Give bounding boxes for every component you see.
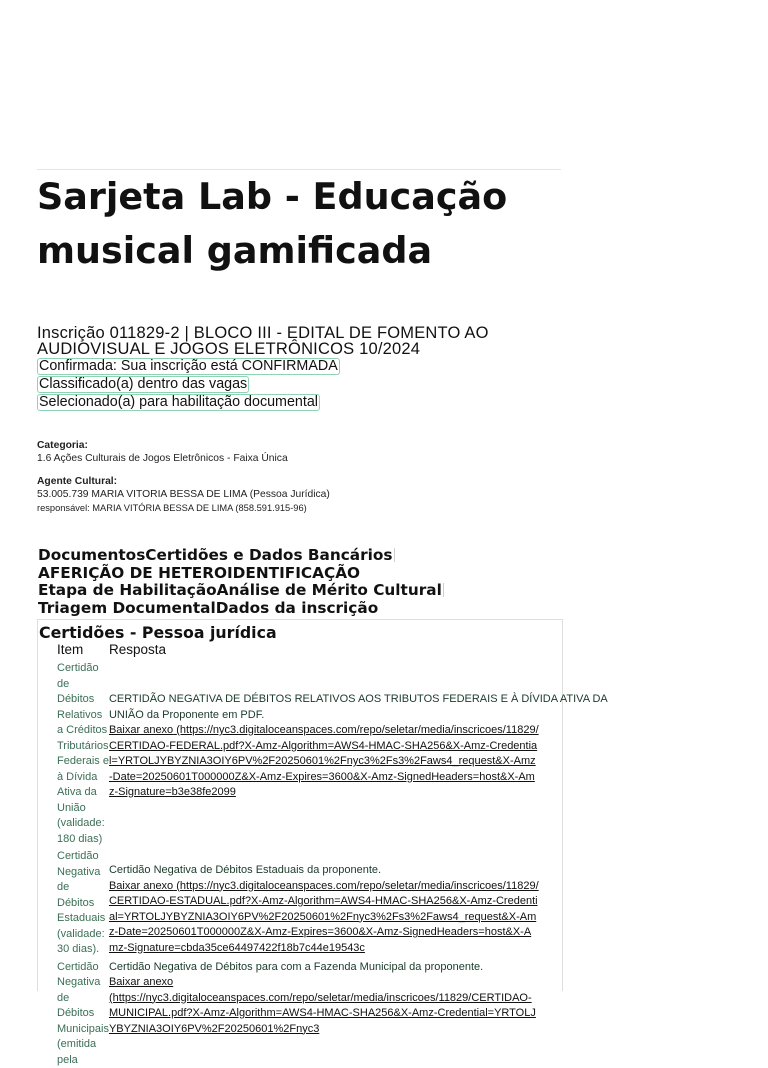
tab-divider: [443, 583, 444, 597]
section-title: Certidões - Pessoa jurídica: [39, 623, 277, 642]
registration-subtitle: Inscrição 011829-2 | BLOCO III - EDITAL DE FOMENTO AO AUDIOVISUAL E JOGOS ELETRÔNICOS 10/2024: [37, 325, 561, 357]
download-attachment-link[interactable]: Baixar anexo (https://nyc3.digitaloceanspaces.com/repo/seletar/media/inscricoes/11829/CERTIDAO-FEDERAL.pdf?X-Amz-Algorithm=AWS4-HMAC-SHA256&X-Amz-Credential=YRTOLJYBYZNIA3OIY6PV%2F20250601%2Fnyc3%2Fs3%2Faws4_request&X-Amz-Date=20250601T000000Z&X-Amz-Expires=3600&X-Amz-SignedHeaders=host&X-Amz-Signature=b3e38fe2099: [109, 724, 539, 798]
category-value: 1.6 Ações Culturais de Jogos Eletrônicos - Faixa Única: [37, 452, 561, 466]
status-badges: [37, 358, 340, 412]
response-text: Certidão Negativa de Débitos Estaduais da proponente.: [109, 863, 629, 879]
agent-value: 53.005.739 MARIA VITORIA BESSA DE LIMA (Pessoa Jurídica): [37, 488, 561, 502]
tab-triagem-documental[interactable]: Triagem Documental: [38, 599, 216, 617]
tab-certidoes-dados-bancarios[interactable]: Certidões e Dados Bancários: [145, 546, 392, 564]
item-cell: Certidão Negativa de Débitos Estaduais (validade: 30 dias).: [57, 849, 109, 960]
response-cell: [109, 960, 629, 1068]
response-text: CERTIDÃO NEGATIVA DE DÉBITOS RELATIVOS AOS TRIBUTOS FEDERAIS E À DÍVIDA ATIVA DA UNIÃO da Proponente em PDF.: [109, 692, 629, 723]
status-badge-selected: Selecionado(a) para habilitação documental: [37, 394, 320, 411]
tab-bar: [38, 547, 558, 618]
response-cell: [109, 849, 629, 960]
table-row: [57, 960, 629, 1068]
download-attachment-link[interactable]: Baixar anexo (https://nyc3.digitaloceanspaces.com/repo/seletar/media/inscricoes/11829/CERTIDAO-ESTADUAL.pdf?X-Amz-Algorithm=AWS4-HMAC-SHA256&X-Amz-Credential=YRTOLJYBYZNIA3OIY6PV%2F20250601%2Fnyc3%2Fs3%2Faws4_request&X-Amz-Date=20250601T000000Z&X-Amz-Expires=3600&X-Amz-SignedHeaders=host&X-Amz-Signature=cbda35ce64497422f18b7c44e19543c: [109, 880, 539, 954]
status-badge-confirmed: Confirmada: Sua inscrição está CONFIRMADA: [37, 358, 340, 375]
page-title: Sarjeta Lab - Educação musical gamificada: [37, 170, 561, 278]
page-container: [37, 0, 561, 1024]
download-attachment-link[interactable]: Baixar anexo (https://nyc3.digitaloceanspaces.com/repo/seletar/media/inscricoes/11829/CERTIDAO-MUNICIPAL.pdf?X-Amz-Algorithm=AWS4-HMAC-SHA256&X-Amz-Credential=YRTOLJYBYZNIA3OIY6PV%2F20250601%2Fnyc3: [109, 976, 536, 1035]
tab-documentos[interactable]: Documentos: [38, 546, 145, 564]
item-cell: Certidão de Débitos Relativos a Créditos Tributários Federais e à Dívida Ativa da União (validade: 180 dias): [57, 661, 109, 849]
table-row: [57, 661, 629, 849]
response-cell: [109, 661, 629, 849]
tab-analise-merito-cultural[interactable]: Análise de Mérito Cultural: [217, 581, 442, 599]
tab-etapa-habilitacao[interactable]: Etapa de Habilitação: [38, 581, 217, 599]
certificates-section: [37, 619, 563, 991]
table-row: [57, 849, 629, 960]
registration-info: [37, 439, 561, 515]
column-header-response: Resposta: [109, 641, 629, 661]
tab-dados-inscricao[interactable]: Dados da inscrição: [216, 599, 379, 617]
tab-divider: [394, 548, 395, 562]
responsible-value: responsável: MARIA VITÓRIA BESSA DE LIMA (858.591.915-96): [37, 502, 561, 515]
tab-afericao-heteroidentificacao[interactable]: AFERIÇÃO DE HETEROIDENTIFICAÇÃO: [38, 564, 360, 582]
response-text: Certidão Negativa de Débitos para com a Fazenda Municipal da proponente.: [109, 960, 629, 976]
agent-label: Agente Cultural:: [37, 475, 561, 488]
column-header-item: Item: [57, 641, 109, 661]
item-cell: Certidão Negativa de Débitos Municipais (emitida pela: [57, 960, 109, 1068]
status-badge-classified: Classificado(a) dentro das vagas: [37, 376, 249, 393]
category-label: Categoria:: [37, 439, 561, 452]
certificates-table: [57, 641, 629, 1068]
